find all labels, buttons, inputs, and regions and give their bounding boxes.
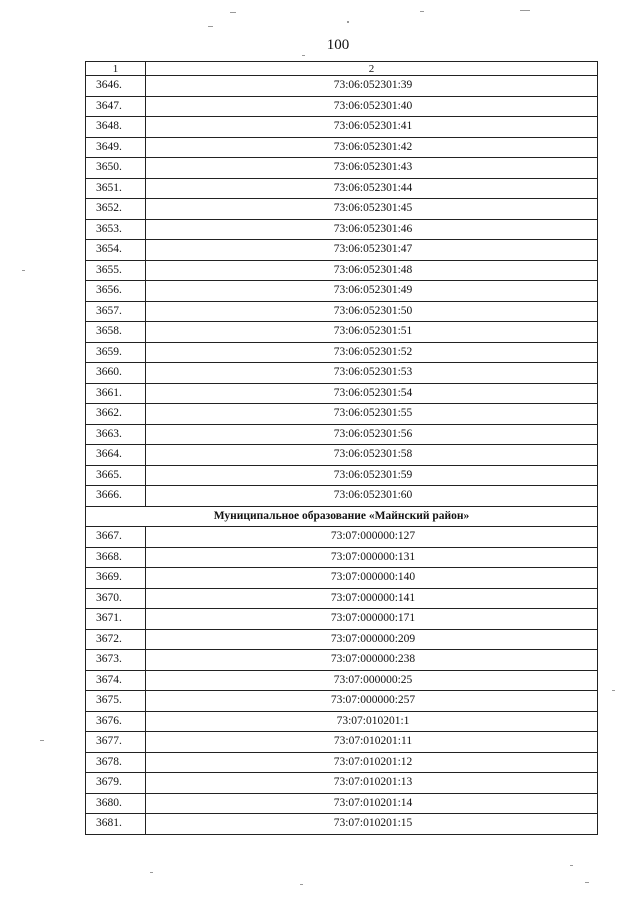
table-row <box>86 691 598 712</box>
row-number: 3665. <box>86 465 146 486</box>
row-number: 3681. <box>86 814 146 835</box>
cadastral-number: 73:06:052301:47 <box>146 240 598 261</box>
table-row <box>86 752 598 773</box>
row-number: 3664. <box>86 445 146 466</box>
cadastral-number: 73:06:052301:51 <box>146 322 598 343</box>
cadastral-number: 73:07:000000:209 <box>146 629 598 650</box>
row-number: 3668. <box>86 547 146 568</box>
row-number: 3672. <box>86 629 146 650</box>
table-row <box>86 178 598 199</box>
row-number: 3671. <box>86 609 146 630</box>
row-number: 3678. <box>86 752 146 773</box>
row-number: 3680. <box>86 793 146 814</box>
table-row <box>86 670 598 691</box>
row-number: 3661. <box>86 383 146 404</box>
table-row <box>86 527 598 548</box>
cadastral-number: 73:07:000000:257 <box>146 691 598 712</box>
table-row <box>86 732 598 753</box>
row-number: 3646. <box>86 76 146 97</box>
cadastral-number: 73:07:010201:15 <box>146 814 598 835</box>
table-row <box>86 199 598 220</box>
row-number: 3657. <box>86 301 146 322</box>
cadastral-number: 73:07:000000:238 <box>146 650 598 671</box>
row-number: 3673. <box>86 650 146 671</box>
cadastral-number: 73:06:052301:45 <box>146 199 598 220</box>
table-row <box>86 363 598 384</box>
cadastral-number: 73:06:052301:49 <box>146 281 598 302</box>
table-row <box>86 260 598 281</box>
cadastral-number: 73:06:052301:52 <box>146 342 598 363</box>
cadastral-number: 73:06:052301:46 <box>146 219 598 240</box>
row-number: 3677. <box>86 732 146 753</box>
section-title: Муниципальное образование «Майнский район» <box>86 506 598 527</box>
cadastral-number: 73:07:000000:127 <box>146 527 598 548</box>
row-number: 3656. <box>86 281 146 302</box>
cadastral-number: 73:06:052301:53 <box>146 363 598 384</box>
row-number: 3655. <box>86 260 146 281</box>
table-row <box>86 588 598 609</box>
cadastral-number: 73:07:000000:171 <box>146 609 598 630</box>
registry-table <box>85 61 598 835</box>
table-row <box>86 650 598 671</box>
table-row <box>86 547 598 568</box>
table-row <box>86 137 598 158</box>
cadastral-number: 73:07:010201:12 <box>146 752 598 773</box>
row-number: 3659. <box>86 342 146 363</box>
cadastral-number: 73:06:052301:56 <box>146 424 598 445</box>
table-row <box>86 793 598 814</box>
column-header-1: 1 <box>86 62 146 76</box>
cadastral-number: 73:07:000000:141 <box>146 588 598 609</box>
row-number: 3654. <box>86 240 146 261</box>
table-row <box>86 342 598 363</box>
cadastral-number: 73:06:052301:43 <box>146 158 598 179</box>
page-number: 100 <box>326 37 350 53</box>
table-row <box>86 158 598 179</box>
cadastral-number: 73:06:052301:44 <box>146 178 598 199</box>
cadastral-number: 73:07:010201:1 <box>146 711 598 732</box>
cadastral-number: 73:06:052301:54 <box>146 383 598 404</box>
row-number: 3663. <box>86 424 146 445</box>
row-number: 3647. <box>86 96 146 117</box>
header-row <box>86 62 598 76</box>
table-row <box>86 445 598 466</box>
row-number: 3679. <box>86 773 146 794</box>
row-number: 3650. <box>86 158 146 179</box>
table-row <box>86 424 598 445</box>
table-row <box>86 301 598 322</box>
cadastral-number: 73:07:010201:11 <box>146 732 598 753</box>
table-row <box>86 568 598 589</box>
row-number: 3649. <box>86 137 146 158</box>
section-row <box>86 506 598 527</box>
row-number: 3667. <box>86 527 146 548</box>
column-header-2: 2 <box>146 62 598 76</box>
row-number: 3651. <box>86 178 146 199</box>
cadastral-number: 73:06:052301:55 <box>146 404 598 425</box>
rows-before-section <box>86 76 598 507</box>
table-row <box>86 240 598 261</box>
table-row <box>86 281 598 302</box>
table-row <box>86 773 598 794</box>
table-row <box>86 76 598 97</box>
cadastral-number: 73:06:052301:39 <box>146 76 598 97</box>
cadastral-number: 73:06:052301:48 <box>146 260 598 281</box>
row-number: 3648. <box>86 117 146 138</box>
row-number: 3675. <box>86 691 146 712</box>
cadastral-number: 73:07:000000:140 <box>146 568 598 589</box>
table-row <box>86 404 598 425</box>
row-number: 3653. <box>86 219 146 240</box>
table-row <box>86 383 598 404</box>
cadastral-number: 73:06:052301:50 <box>146 301 598 322</box>
table-row <box>86 219 598 240</box>
table-row <box>86 814 598 835</box>
cadastral-number: 73:07:000000:25 <box>146 670 598 691</box>
cadastral-number: 73:06:052301:59 <box>146 465 598 486</box>
row-number: 3660. <box>86 363 146 384</box>
table-row <box>86 465 598 486</box>
row-number: 3658. <box>86 322 146 343</box>
table-row <box>86 96 598 117</box>
row-number: 3670. <box>86 588 146 609</box>
cadastral-number: 73:06:052301:58 <box>146 445 598 466</box>
row-number: 3662. <box>86 404 146 425</box>
table-row <box>86 322 598 343</box>
cadastral-number: 73:06:052301:41 <box>146 117 598 138</box>
row-number: 3676. <box>86 711 146 732</box>
cadastral-number: 73:07:010201:14 <box>146 793 598 814</box>
cadastral-number: 73:06:052301:42 <box>146 137 598 158</box>
row-number: 3652. <box>86 199 146 220</box>
cadastral-number: 73:06:052301:40 <box>146 96 598 117</box>
table-row <box>86 486 598 507</box>
row-number: 3674. <box>86 670 146 691</box>
rows-after-section <box>86 527 598 835</box>
cadastral-number: 73:07:000000:131 <box>146 547 598 568</box>
cadastral-number: 73:06:052301:60 <box>146 486 598 507</box>
row-number: 3669. <box>86 568 146 589</box>
table-row <box>86 117 598 138</box>
row-number: 3666. <box>86 486 146 507</box>
table-row <box>86 609 598 630</box>
cadastral-number: 73:07:010201:13 <box>146 773 598 794</box>
table-row <box>86 711 598 732</box>
table-row <box>86 629 598 650</box>
